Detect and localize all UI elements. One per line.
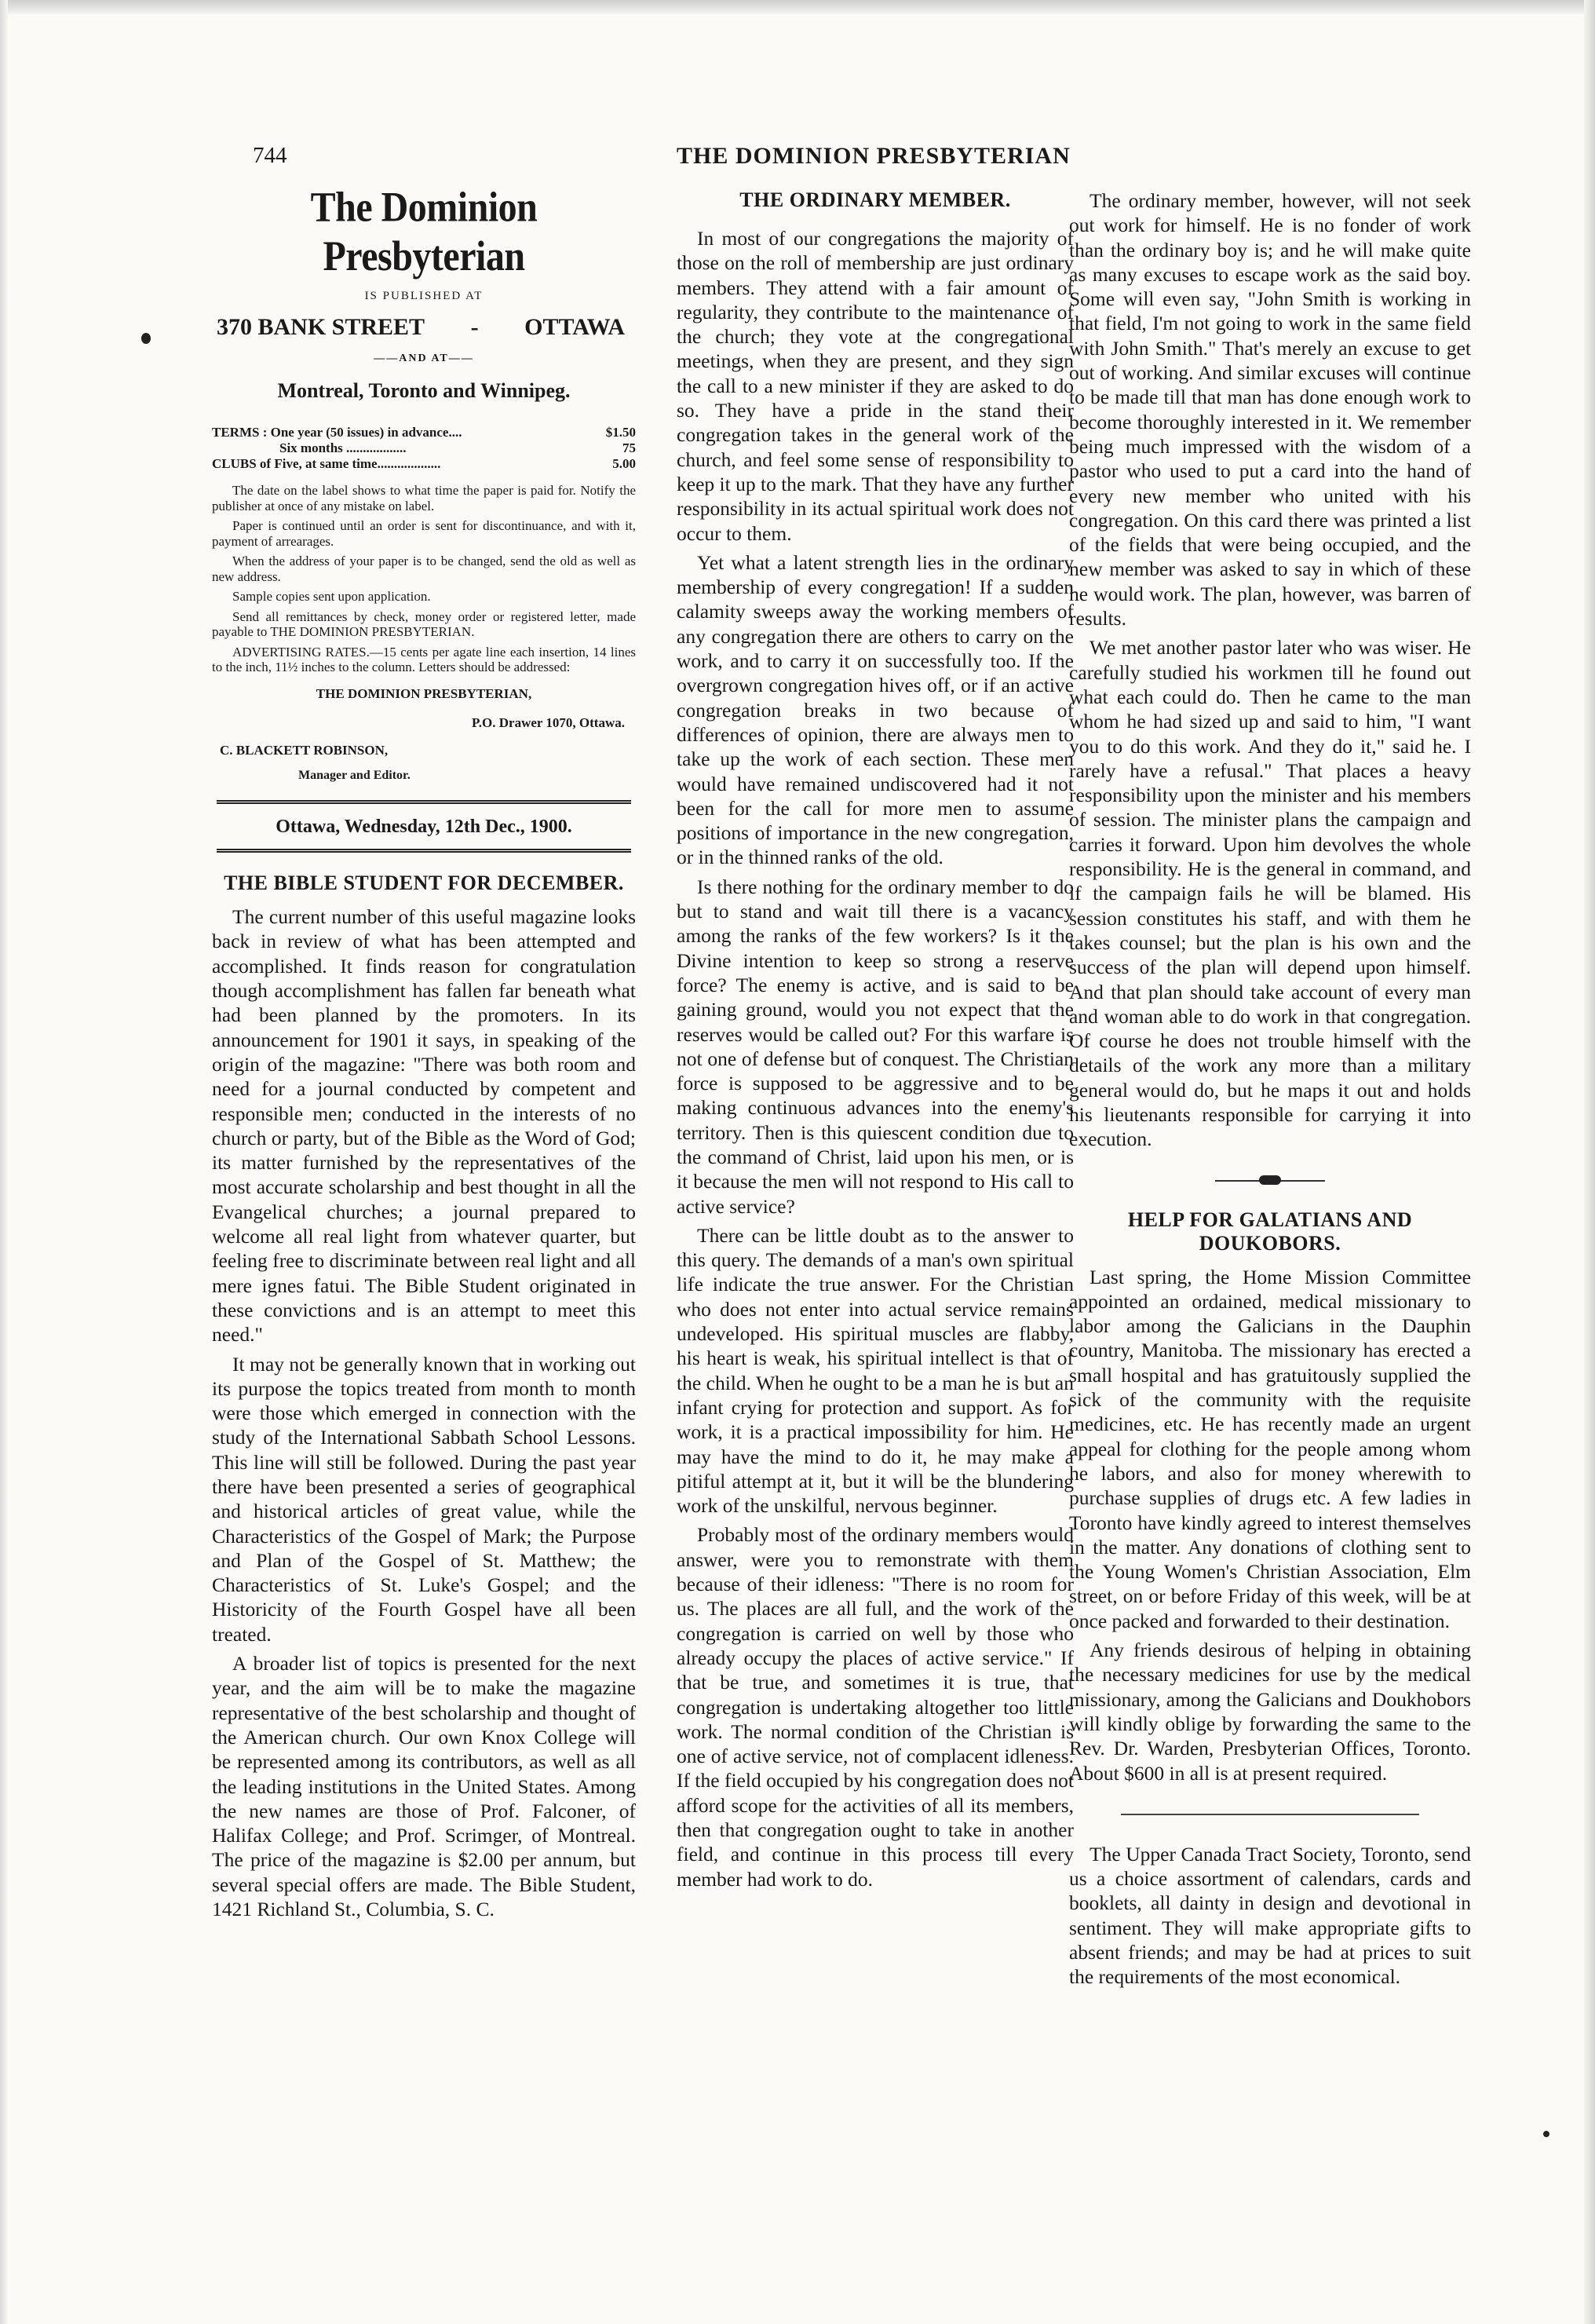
branch-cities: Montreal, Toronto and Winnipeg. bbox=[277, 378, 571, 402]
and-at-label: ——AND AT—— bbox=[374, 352, 474, 364]
published-at-label: IS PUBLISHED AT bbox=[364, 290, 484, 302]
article-paragraph: We met another pastor later who was wiser. He carefully studied his workmen till he found out what each could do. Then he came to the man whom he had sized up and said to him, "I want you to do this work. And they do it," said he. I rarely have a refusal." That places a heavy responsibility upon the minister and his members of session. The minister plans the campaign and carries it forward. Upon him devolves the whole responsibility. He is the general in command, and if the campaign fails he will be blamed. His session constitutes his staff, and with them he takes counsel; but the plan is his own and the success of the plan will depend upon himself. And that plan should take account of every man and woman able to do work in that congregation. Of course he does not trouble himself with the details of the work any more than a military general would do, but he maps it out and holds his lieutenants responsible for carrying it into execution. bbox=[1069, 636, 1471, 1151]
six-months-price: 75 bbox=[622, 440, 636, 456]
clubs-label: CLUBS of Five, at same time................... bbox=[212, 456, 441, 472]
notice-remittances: Send all remittances by check, money order or registered letter, made payable to THE DOMINION PRESBYTERIAN. bbox=[212, 608, 636, 640]
page-top-edge bbox=[0, 0, 1595, 14]
divider-dots bbox=[1259, 1175, 1281, 1185]
article-paragraph: A broader list of topics is presented for the next year, and the aim will be to make the magazine representative of the best scholarship and thought of the American church. Our own Knox College will be represented among its contributors, as well as all the leading institutions in the United States. Among the new names are those of Prof. Falconer, of Halifax College; and Prof. Scrimger, of Montreal. The price of the magazine is $2.00 per annum, but several special offers are made. The Bible Student, 1421 Richland St., Columbia, S. C. bbox=[212, 1652, 636, 1921]
ink-spot bbox=[1543, 2131, 1549, 2137]
section-rule bbox=[1121, 1814, 1419, 1815]
editor-name: C. BLACKETT ROBINSON, bbox=[220, 743, 389, 758]
column-middle bbox=[677, 188, 1074, 1891]
article-heading-bible-student: THE BIBLE STUDENT FOR DECEMBER. bbox=[224, 872, 624, 895]
page-number: 744 bbox=[253, 143, 287, 168]
article-paragraph: Is there nothing for the ordinary member to do but to stand and wait till there is a vacancy among the ranks of the few workers? Is it the Divine intention to keep so strong a reserve force? The enemy is active, and is said to be gaining ground, would you not expect that the reserves would be called out? For this warfare is not one of defense but of conquest. The Christian force is supposed to be aggressive and to be making continuous advances into the enemy's territory. Then is this quiescent condition due to the command of Christ, laid upon his men, or is it because the men will not respond to His call to active service? bbox=[677, 875, 1074, 1218]
article-paragraph: It may not be generally known that in working out its purpose the topics treated from month to month were those which emerged in connection with the study of the International Sabbath School Lessons. This line will still be followed. During the past year there have been presented a series of geographical and historical articles of great value, while the Characteristics of the Gospel of Mark; the Purpose and Plan of the Gospel of St. Matthew; the Characteristics of St. Luke's Gospel; and the Historicity of the Fourth Gospel have all been treated. bbox=[212, 1352, 636, 1646]
terms-label: TERMS : One year (50 issues) in advance.... bbox=[212, 425, 462, 440]
six-months-label: Six months .................. bbox=[279, 440, 407, 456]
ornament-divider bbox=[1215, 1174, 1325, 1188]
notice-continued: Paper is continued until an order is sent for discontinuance, and with it, payment of arrearages. bbox=[212, 518, 636, 549]
running-head bbox=[0, 143, 1595, 174]
tract-society-notice: The Upper Canada Tract Society, Toronto, send us a choice assortment of calendars, cards and booklets, all dainty in design and devotional in sentiment. They will make appropriate gifts to absent friends; and may be had at prices to suit the requirements of the most economical. bbox=[1069, 1842, 1471, 1989]
notice-address-change: When the address of your paper is to be changed, send the old as well as new address. bbox=[212, 554, 636, 584]
ink-spot bbox=[141, 333, 151, 344]
article-paragraph: There can be little doubt as to the answer to this query. The demands of a man's own spiritual life indicate the true answer. For the Christian who does not enter into actual service remains undeveloped. His spiritual muscles are flabby, his heart is weak, his spiritual intellect is that of the child. When he ought to be a man he is but an infant crying for protection and support. As for work, it is a practical impossibility for him. He may have the mind to do it, he may make a pitiful attempt at it, but it will be the blundering work of the unskilful, nervous beginner. bbox=[677, 1223, 1074, 1518]
article-paragraph: The ordinary member, however, will not seek out work for himself. He is no fonder of work than the ordinary boy is; and he will make quite as many excuses to escape work as the said boy. Some will even say, "John Smith is working in that field, I'm not going to work in the same field with John Smith." That's merely an excuse to get out of working. And similar excuses will continue to be made till that man has done enough work to become thoroughly interested in it. We remember being much impressed with the wisdom of a pastor who used to put a card into the hand of every new member who united with his congregation. On this card there was printed a list of the fields that were being occupied, and the new member was asked to say in which of these he would work. The plan, however, was barren of results. bbox=[1069, 189, 1471, 630]
address-dash: - bbox=[470, 314, 479, 341]
dateline: Ottawa, Wednesday, 12th Dec., 1900. bbox=[217, 800, 631, 853]
subscription-terms bbox=[212, 425, 636, 472]
article-paragraph: Yet what a latent strength lies in the ordinary membership of every congregation! If a sudden calamity sweeps away the working members of any congregation there are others to carry on the work, and to carry it on successfully too. If the overgrown congregation hives off, or if an active congregation breaks in two because of differences of opinion, there are always men to take up the work of each section. These men would have remained undiscovered had it not been for the call for more men to assume positions of importance in the new congregation, or in the thinned ranks of the old. bbox=[677, 550, 1074, 869]
office-address bbox=[212, 315, 636, 339]
article-heading-ordinary-member: THE ORDINARY MEMBER. bbox=[739, 188, 1011, 211]
advertising-rates: ADVERTISING RATES.—15 cents per agate line each insertion, 14 lines to the inch, 11½ inches to the column. Letters should be addressed: bbox=[212, 644, 636, 675]
terms-price: $1.50 bbox=[605, 425, 636, 440]
article-paragraph: Any friends desirous of helping in obtaining the necessary medicines for use by the medical missionary, among the Galicians and Doukhobors will kindly oblige by forwarding the same to the Rev. Dr. Warden, Presbyterian Offices, Toronto. About $600 in all is at present required. bbox=[1069, 1639, 1471, 1785]
running-title: THE DOMINION PRESBYTERIAN bbox=[677, 143, 1071, 169]
article-paragraph: The current number of this useful magazine looks back in review of what has been attempted and accomplished. It finds reason for congratulation though accomplishment has fallen far beneath what had been planned by the promoters. In its announcement for 1901 it says, in speaking of the origin of the magazine: "There was both room and need for a journal conducted by competent and responsible men; conducted in the interests of no church or party, but of the Bible as the Word of God; its matter furnished by the representatives of the most accurate scholarship and best thought in all the Evangelical churches; a journal prepared to welcome all real light from whatever quarter, but feeling free to discriminate between real light and all mere ignes fatui. The Bible Student originated in these convictions and is an attempt to meet this need." bbox=[212, 905, 636, 1347]
article-heading-galatians: HELP FOR GALATIANS AND DOUKOBORS. bbox=[1127, 1208, 1413, 1255]
editor-role: Manager and Editor. bbox=[298, 768, 411, 782]
office-city: OTTAWA bbox=[524, 314, 625, 341]
mailing-address: THE DOMINION PRESBYTERIAN, bbox=[316, 685, 532, 701]
article-paragraph: In most of our congregations the majority of those on the roll of membership are just ordinary members. They attend with a fair amount of regularity, they contribute to the maintenance of the church; they vote at the congregational meetings, when they are present, and they sign the call to a new minister if they are asked to do so. They have a pride in the stand their congregation takes in the general work of the church, and feel some sense of responsibility to keep it up to the mark. That they have any further responsibility in its actual spiritual work does not occur to them. bbox=[677, 227, 1074, 545]
terms-row bbox=[212, 425, 636, 440]
page-left-edge bbox=[0, 0, 8, 2324]
column-right bbox=[1069, 188, 1471, 1990]
notice-samples: Sample copies sent upon application. bbox=[232, 589, 431, 605]
street-address: 370 BANK STREET bbox=[217, 314, 425, 341]
column-left bbox=[212, 184, 636, 1921]
clubs-price: 5.00 bbox=[612, 456, 636, 472]
terms-row bbox=[212, 456, 636, 472]
article-paragraph: Probably most of the ordinary members would answer, were you to remonstrate with them because of their idleness: "There is no room for us. The places are all full, and the work of the congregation is carried on well by those who already occupy the places of active service." If that be true, and sometimes it is true, that congregation is undertaking altogether too little work. The normal condition of the Christian is one of active service, not of complacent idleness. If the field occupied by his congregation does not afford scope for the activities of all its members, then that congregation ought to take in another field, and continue in this process till every member had work to do. bbox=[677, 1523, 1074, 1891]
terms-row bbox=[212, 440, 636, 456]
page-right-edge bbox=[1584, 0, 1595, 2324]
po-drawer: P.O. Drawer 1070, Ottawa. bbox=[471, 714, 625, 730]
notice-label-date: The date on the label shows to what time the paper is paid for. Notify the publisher at once of any mistake on label. bbox=[212, 483, 636, 513]
masthead-title: The Dominion Presbyterian bbox=[310, 184, 538, 280]
article-paragraph: Last spring, the Home Mission Committee appointed an ordained, medical missionary to labor among the Galicians in the Dauphin country, Manitoba. The missionary has erected a small hospital and has gratuitously supplied the sick of the community with the requisite medicines, etc. He has recently made an urgent appeal for clothing for the people among whom he labors, and also for money wherewith to purchase supplies of drugs etc. A few ladies in Toronto have kindly agreed to interest themselves in the matter. Any donations of clothing sent to the Young Women's Christian Association, Elm street, on or before Friday of this week, will be at once packed and forwarded to their destination. bbox=[1069, 1265, 1471, 1632]
